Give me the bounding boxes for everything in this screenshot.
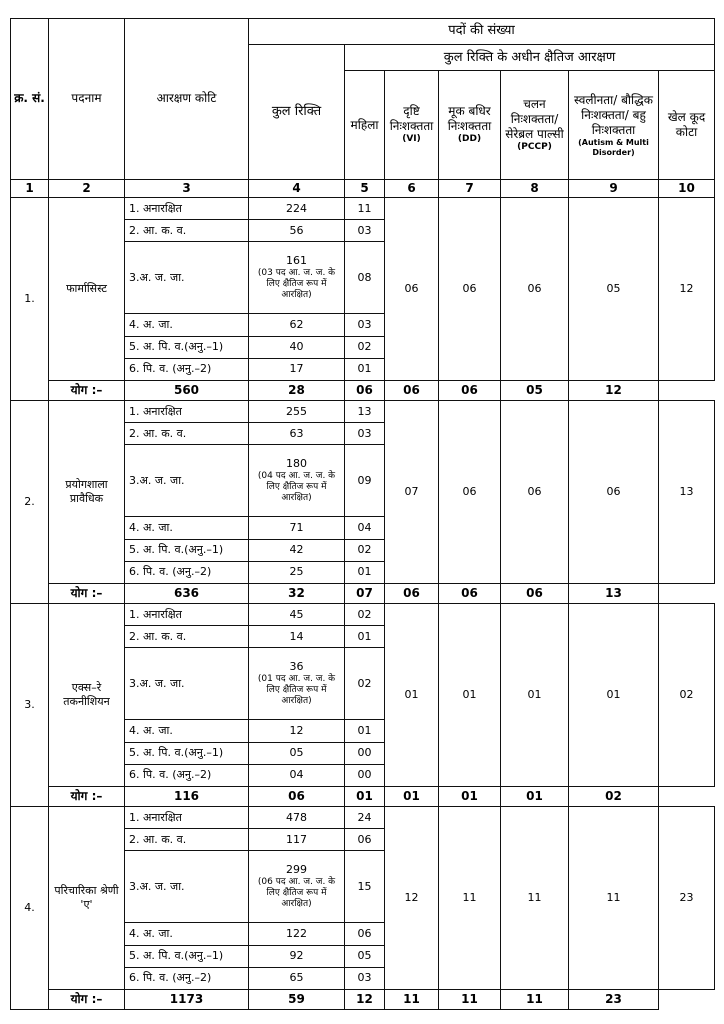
total-row	[11, 583, 715, 603]
total-value: 71	[289, 521, 304, 535]
header-category: आरक्षण कोटि	[125, 19, 249, 180]
pccp-cell: 11	[501, 806, 569, 989]
table-row	[11, 197, 715, 219]
header-pccp	[501, 71, 569, 180]
women-cell: 02	[345, 603, 385, 625]
total-vacancy-cell	[249, 742, 345, 764]
total-vacancy-cell	[249, 314, 345, 336]
vi-cell: 07	[385, 400, 439, 583]
women-cell: 24	[345, 806, 385, 828]
category-cell: 6. पि. व. (अनु.–2)	[125, 967, 249, 989]
sports-cell: 23	[659, 806, 715, 989]
total-vacancy-cell	[249, 400, 345, 422]
total-vacancy-cell	[249, 923, 345, 945]
total-row	[11, 989, 715, 1009]
table-row	[11, 603, 715, 625]
category-cell: 6. पि. व. (अनु.–2)	[125, 764, 249, 786]
sum-sports: 13	[569, 583, 659, 603]
women-cell: 06	[345, 923, 385, 945]
women-cell: 02	[345, 648, 385, 720]
sum-vi: 06	[345, 380, 385, 400]
category-cell: 3.अ. ज. जा.	[125, 851, 249, 923]
col-number: 2	[49, 179, 125, 197]
col-number: 1	[11, 179, 49, 197]
autism-cell: 06	[569, 400, 659, 583]
category-cell: 4. अ. जा.	[125, 720, 249, 742]
sum-vi: 07	[345, 583, 385, 603]
total-label: योग :–	[49, 989, 125, 1009]
autism-cell: 11	[569, 806, 659, 989]
total-value: 478	[286, 810, 307, 824]
category-cell: 3.अ. ज. जा.	[125, 648, 249, 720]
total-vacancy-cell	[249, 764, 345, 786]
category-cell: 2. आ. क. व.	[125, 625, 249, 647]
pccp-cell: 01	[501, 603, 569, 786]
total-value: 45	[289, 607, 304, 621]
table-row	[11, 806, 715, 828]
category-cell: 4. अ. जा.	[125, 314, 249, 336]
serial-number: 1.	[11, 197, 49, 400]
women-cell: 03	[345, 314, 385, 336]
column-number-row	[11, 179, 715, 197]
serial-number: 2.	[11, 400, 49, 603]
sum-pccp: 11	[439, 989, 501, 1009]
women-cell: 03	[345, 422, 385, 444]
serial-number: 3.	[11, 603, 49, 806]
sum-vi: 01	[345, 786, 385, 806]
women-cell: 01	[345, 561, 385, 583]
sum-dd: 06	[385, 380, 439, 400]
sum-autism: 06	[501, 583, 569, 603]
sum-vi: 12	[345, 989, 385, 1009]
autism-cell: 05	[569, 197, 659, 380]
sports-cell: 13	[659, 400, 715, 583]
category-cell: 1. अनारक्षित	[125, 400, 249, 422]
header-vi-label: दृष्टि निःशक्तता	[389, 104, 434, 134]
total-value: 224	[286, 201, 307, 215]
category-cell: 5. अ. पि. व.(अनु.–1)	[125, 539, 249, 561]
sum-women: 06	[249, 786, 345, 806]
pccp-cell: 06	[501, 197, 569, 380]
category-cell: 4. अ. जा.	[125, 923, 249, 945]
sum-autism: 05	[501, 380, 569, 400]
total-value: 63	[289, 426, 304, 440]
category-cell: 5. अ. पि. व.(अनु.–1)	[125, 742, 249, 764]
total-vacancy-cell	[249, 648, 345, 720]
vacancy-table	[10, 18, 715, 1010]
total-label: योग :–	[49, 583, 125, 603]
table-row	[11, 400, 715, 422]
category-cell: 1. अनारक्षित	[125, 197, 249, 219]
sum-pccp: 06	[439, 380, 501, 400]
post-name: फार्मासिस्ट	[49, 197, 125, 380]
total-value: 36	[289, 660, 304, 674]
sum-total: 636	[125, 583, 249, 603]
category-cell: 3.अ. ज. जा.	[125, 242, 249, 314]
reservation-note: (04 पद आ. ज. ज. के लिए क्षैतिज रूप में आरक्षित)	[257, 470, 336, 504]
category-cell: 4. अ. जा.	[125, 517, 249, 539]
sum-dd: 06	[385, 583, 439, 603]
total-value: 17	[289, 362, 304, 376]
total-value: 62	[289, 318, 304, 332]
category-cell: 1. अनारक्षित	[125, 806, 249, 828]
total-value: 122	[286, 927, 307, 941]
women-cell: 01	[345, 358, 385, 380]
total-value: 299	[286, 863, 307, 877]
header-posts-count: पदों की संख्या	[249, 19, 715, 45]
total-vacancy-cell	[249, 806, 345, 828]
header-vi-code: (VI)	[402, 134, 421, 145]
total-vacancy-cell	[249, 219, 345, 241]
category-cell: 5. अ. पि. व.(अनु.–1)	[125, 336, 249, 358]
sum-women: 28	[249, 380, 345, 400]
sum-pccp: 01	[439, 786, 501, 806]
women-cell: 15	[345, 851, 385, 923]
total-value: 117	[286, 832, 307, 846]
women-cell: 08	[345, 242, 385, 314]
post-name: एक्स–रे तकनीशियन	[49, 603, 125, 786]
women-cell: 00	[345, 764, 385, 786]
col-number: 6	[385, 179, 439, 197]
col-number: 10	[659, 179, 715, 197]
category-cell: 6. पि. व. (अनु.–2)	[125, 561, 249, 583]
header-dd-label: मूक बधिर निःशक्तता	[447, 104, 492, 134]
pccp-cell: 06	[501, 400, 569, 583]
total-vacancy-cell	[249, 603, 345, 625]
header-serial: क्र. सं.	[11, 19, 49, 180]
header-pccp-code: (PCCP)	[517, 141, 552, 152]
sports-cell: 12	[659, 197, 715, 380]
header-dd-code: (DD)	[457, 134, 482, 145]
col-number: 7	[439, 179, 501, 197]
autism-cell: 01	[569, 603, 659, 786]
col-number: 3	[125, 179, 249, 197]
sum-women: 59	[249, 989, 345, 1009]
sum-sports: 12	[569, 380, 659, 400]
vi-cell: 12	[385, 806, 439, 989]
total-value: 05	[289, 746, 304, 760]
dd-cell: 06	[439, 400, 501, 583]
total-vacancy-cell	[249, 336, 345, 358]
category-cell: 3.अ. ज. जा.	[125, 445, 249, 517]
header-post: पदनाम	[49, 19, 125, 180]
vi-cell: 06	[385, 197, 439, 380]
total-value: 161	[286, 254, 307, 268]
women-cell: 03	[345, 219, 385, 241]
total-vacancy-cell	[249, 242, 345, 314]
sum-total: 560	[125, 380, 249, 400]
col-number: 9	[569, 179, 659, 197]
category-cell: 1. अनारक्षित	[125, 603, 249, 625]
header-total-vacancy: कुल रिक्ति	[249, 45, 345, 180]
total-value: 255	[286, 404, 307, 418]
women-cell: 01	[345, 720, 385, 742]
header-vi	[385, 71, 439, 180]
header-autism-label: स्वलीनता/ बौद्धिक निःशक्तता/ बहु निःशक्तता	[574, 92, 653, 137]
total-vacancy-cell	[249, 358, 345, 380]
total-vacancy-cell	[249, 539, 345, 561]
sum-dd: 01	[385, 786, 439, 806]
total-vacancy-cell	[249, 851, 345, 923]
sum-total: 1173	[125, 989, 249, 1009]
header-dd	[439, 71, 501, 180]
total-vacancy-cell	[249, 828, 345, 850]
sum-autism: 01	[501, 786, 569, 806]
total-vacancy-cell	[249, 517, 345, 539]
category-cell: 2. आ. क. व.	[125, 422, 249, 444]
total-vacancy-cell	[249, 945, 345, 967]
total-value: 14	[289, 629, 304, 643]
sports-cell: 02	[659, 603, 715, 786]
header-horizontal: कुल रिक्ति के अधीन क्षैतिज आरक्षण	[345, 45, 715, 71]
women-cell: 11	[345, 197, 385, 219]
total-vacancy-cell	[249, 625, 345, 647]
category-cell: 2. आ. क. व.	[125, 219, 249, 241]
total-row	[11, 380, 715, 400]
women-cell: 02	[345, 336, 385, 358]
total-row	[11, 786, 715, 806]
sum-sports: 23	[569, 989, 659, 1009]
total-vacancy-cell	[249, 720, 345, 742]
post-name: प्रयोगशाला प्रावैधिक	[49, 400, 125, 583]
sum-total: 116	[125, 786, 249, 806]
total-vacancy-cell	[249, 967, 345, 989]
total-value: 25	[289, 565, 304, 579]
sum-sports: 02	[569, 786, 659, 806]
reservation-note: (03 पद आ. ज. ज. के लिए क्षैतिज रूप में आरक्षित)	[257, 267, 336, 301]
col-number: 4	[249, 179, 345, 197]
women-cell: 09	[345, 445, 385, 517]
reservation-note: (06 पद आ. ज. ज. के लिए क्षैतिज रूप में आरक्षित)	[257, 876, 336, 910]
header-autism-code: (Autism & Multi Disorder)	[578, 137, 649, 157]
post-name: परिचारिका श्रेणी 'ए'	[49, 806, 125, 989]
sum-dd: 11	[385, 989, 439, 1009]
vi-cell: 01	[385, 603, 439, 786]
sum-pccp: 06	[439, 583, 501, 603]
category-cell: 5. अ. पि. व.(अनु.–1)	[125, 945, 249, 967]
women-cell: 01	[345, 625, 385, 647]
total-value: 56	[289, 223, 304, 237]
women-cell: 06	[345, 828, 385, 850]
dd-cell: 11	[439, 806, 501, 989]
category-cell: 2. आ. क. व.	[125, 828, 249, 850]
total-value: 180	[286, 457, 307, 471]
serial-number: 4.	[11, 806, 49, 1009]
col-number: 5	[345, 179, 385, 197]
women-cell: 13	[345, 400, 385, 422]
category-cell: 6. पि. व. (अनु.–2)	[125, 358, 249, 380]
header-sports: खेल कूद कोटा	[659, 71, 715, 180]
total-value: 42	[289, 543, 304, 557]
total-vacancy-cell	[249, 197, 345, 219]
women-cell: 03	[345, 967, 385, 989]
header-women: महिला	[345, 71, 385, 180]
header-pccp-label: चलन निःशक्तता/ सेरेब्रल पाल्सी	[505, 96, 564, 141]
total-value: 92	[289, 949, 304, 963]
women-cell: 04	[345, 517, 385, 539]
women-cell: 02	[345, 539, 385, 561]
total-vacancy-cell	[249, 561, 345, 583]
total-label: योग :–	[49, 786, 125, 806]
women-cell: 00	[345, 742, 385, 764]
total-label: योग :–	[49, 380, 125, 400]
total-value: 40	[289, 340, 304, 354]
total-value: 65	[289, 971, 304, 985]
sum-women: 32	[249, 583, 345, 603]
dd-cell: 06	[439, 197, 501, 380]
women-cell: 05	[345, 945, 385, 967]
total-value: 04	[289, 768, 304, 782]
dd-cell: 01	[439, 603, 501, 786]
total-value: 12	[289, 724, 304, 738]
reservation-note: (01 पद आ. ज. ज. के लिए क्षैतिज रूप में आरक्षित)	[257, 673, 336, 707]
total-vacancy-cell	[249, 422, 345, 444]
total-vacancy-cell	[249, 445, 345, 517]
sum-autism: 11	[501, 989, 569, 1009]
header-autism	[569, 71, 659, 180]
col-number: 8	[501, 179, 569, 197]
